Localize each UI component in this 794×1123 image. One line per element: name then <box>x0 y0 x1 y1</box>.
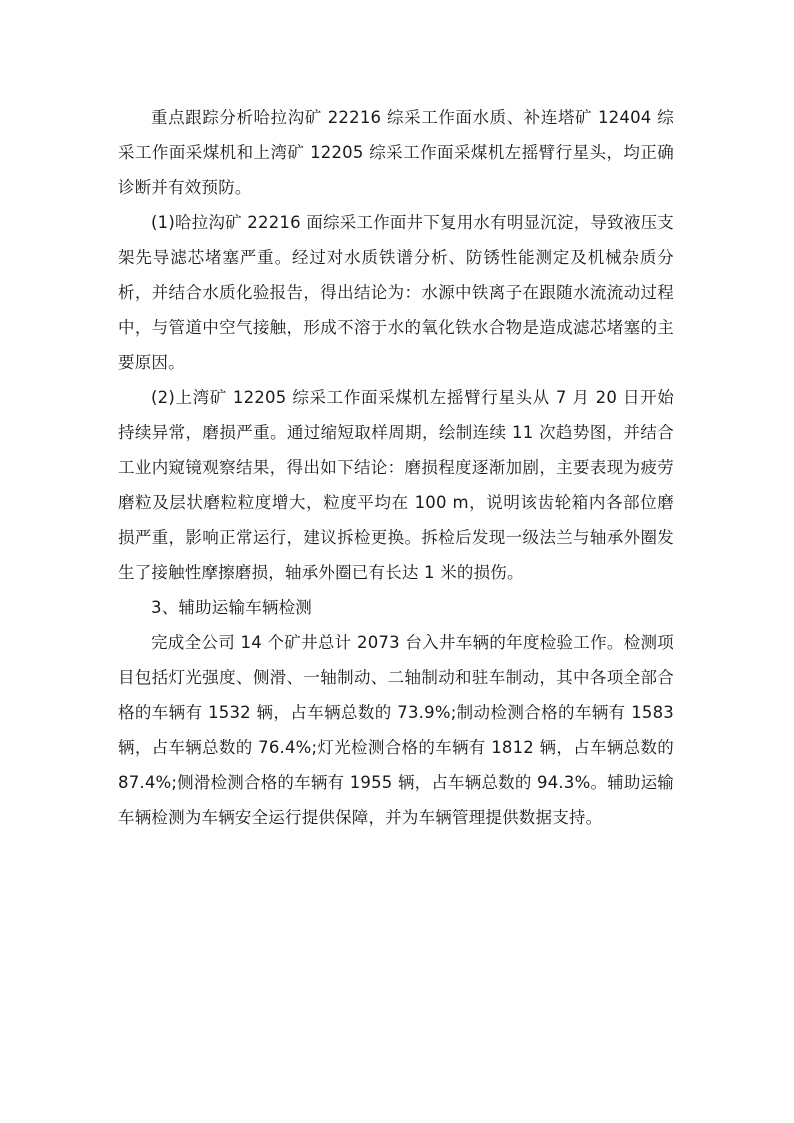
paragraph-shearer-wear-case: (2)上湾矿 12205 综采工作面采煤机左摇臂行星头从 7 月 20 日开始持续异常，磨损严重。通过缩短取样周期，绘制连续 11 次趋势图，并结合工业内窥镜观察结果，得出如下结论：磨损程度逐渐加剧，主要表现为疲劳磨粒及层状磨粒粒度增大，粒度平均在 100 m，说明该齿轮箱内各部位磨损严重，影响正常运行，建议拆检更换。拆检后发现一级法兰与轴承外圈发生了接触性摩擦磨损，轴承外圈已有长达 1 米的损伤。 <box>118 388 674 582</box>
paragraph-vehicle-inspection: 完成全公司 14 个矿井总计 2073 台入井车辆的年度检验工作。检测项目包括灯光强度、侧滑、一轴制动、二轴制动和驻车制动，其中各项全部合格的车辆有 1532 辆，占车辆总数的 73.9%;制动检测合格的车辆有 1583 辆，占车辆总数的 76.4%;灯光检测合格的车辆有 1812 辆，占车辆总数的 87.4%;侧滑检测合格的车辆有 1955 辆，占车辆总数的 94.3%。辅助运输车辆检测为车辆安全运行提供保障，并为车辆管理提供数据支持。 <box>118 633 674 827</box>
paragraph-water-quality-case: (1)哈拉沟矿 22216 面综采工作面井下复用水有明显沉淀，导致液压支架先导滤芯堵塞严重。经过对水质铁谱分析、防锈性能测定及机械杂质分析，并结合水质化验报告，得出结论为：水源中铁离子在跟随水流流动过程中，与管道中空气接触，形成不溶于水的氧化铁水合物是造成滤芯堵塞的主要原因。 <box>118 213 674 372</box>
paragraph-tracking-analysis: 重点跟踪分析哈拉沟矿 22216 综采工作面水质、补连塔矿 12404 综采工作面采煤机和上湾矿 12205 综采工作面采煤机左摇臂行星头，均正确诊断并有效预防。 <box>118 108 674 197</box>
document-body <box>118 100 674 835</box>
section-heading: 3、辅助运输车辆检测 <box>151 598 312 617</box>
